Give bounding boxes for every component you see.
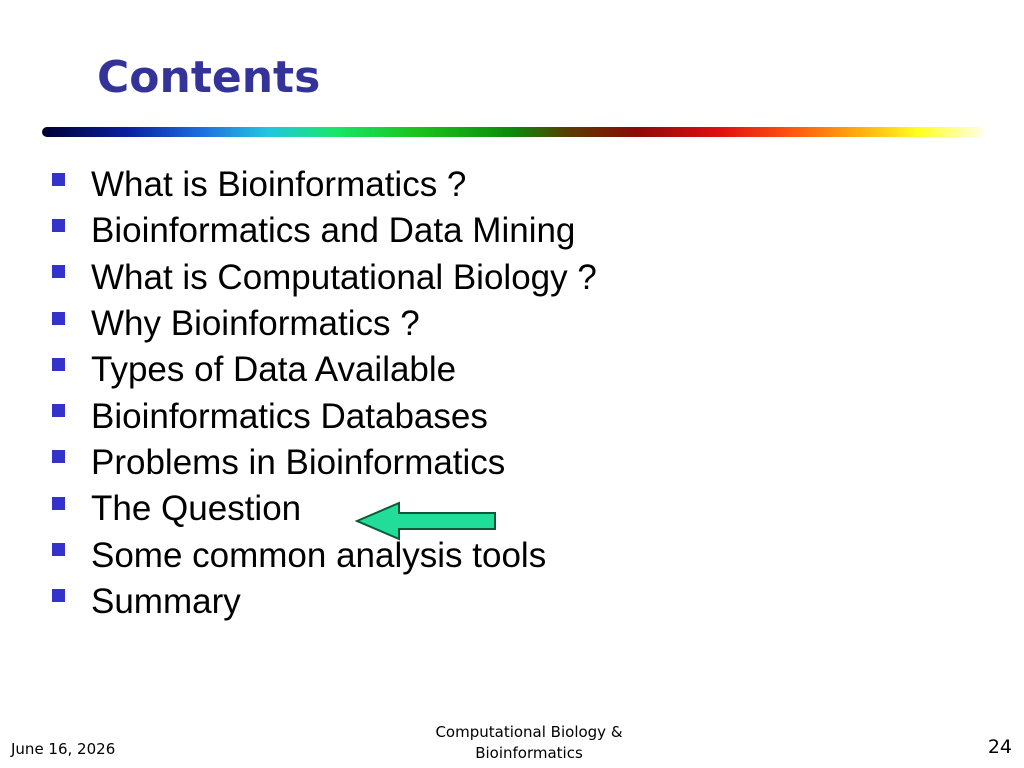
page-number: 24 [987,736,1012,758]
list-item [52,255,597,301]
list-item-text: Problems in Bioinformatics [91,442,506,482]
square-bullet-icon [52,173,65,186]
left-arrow-icon [355,500,499,542]
list-item [52,208,597,254]
square-bullet-icon [52,219,65,232]
footer-course-title-line2: Bioinformatics [475,744,583,762]
list-item [52,532,597,578]
list-item-text: Types of Data Available [91,350,457,390]
square-bullet-icon [52,265,65,278]
list-item-text: What is Computational Biology ? [91,257,597,297]
square-bullet-icon [52,358,65,371]
list-item [52,347,597,393]
list-item-text: Bioinformatics and Data Mining [91,211,576,251]
square-bullet-icon [52,497,65,510]
list-item-text: The Question [91,489,302,529]
list-item [52,393,597,439]
footer-course-title-line1: Computational Biology & [435,723,623,741]
list-item [52,301,597,347]
list-item-text: What is Bioinformatics ? [91,165,467,205]
footer-course-title [409,722,649,764]
list-item-text: Summary [91,581,241,621]
square-bullet-icon [52,404,65,417]
list-item [52,486,597,532]
slide-title: Contents [97,52,321,103]
list-item-text: Why Bioinformatics ? [91,304,420,344]
list-item [52,162,597,208]
contents-list [52,162,597,625]
list-item-text: Bioinformatics Databases [91,396,488,436]
square-bullet-icon [52,312,65,325]
list-item-text: Some common analysis tools [91,535,547,575]
square-bullet-icon [52,543,65,556]
square-bullet-icon [52,589,65,602]
list-item [52,579,597,625]
square-bullet-icon [52,450,65,463]
title-divider-bar [42,127,984,137]
list-item [52,440,597,486]
footer-date: June 16, 2026 [11,740,116,758]
